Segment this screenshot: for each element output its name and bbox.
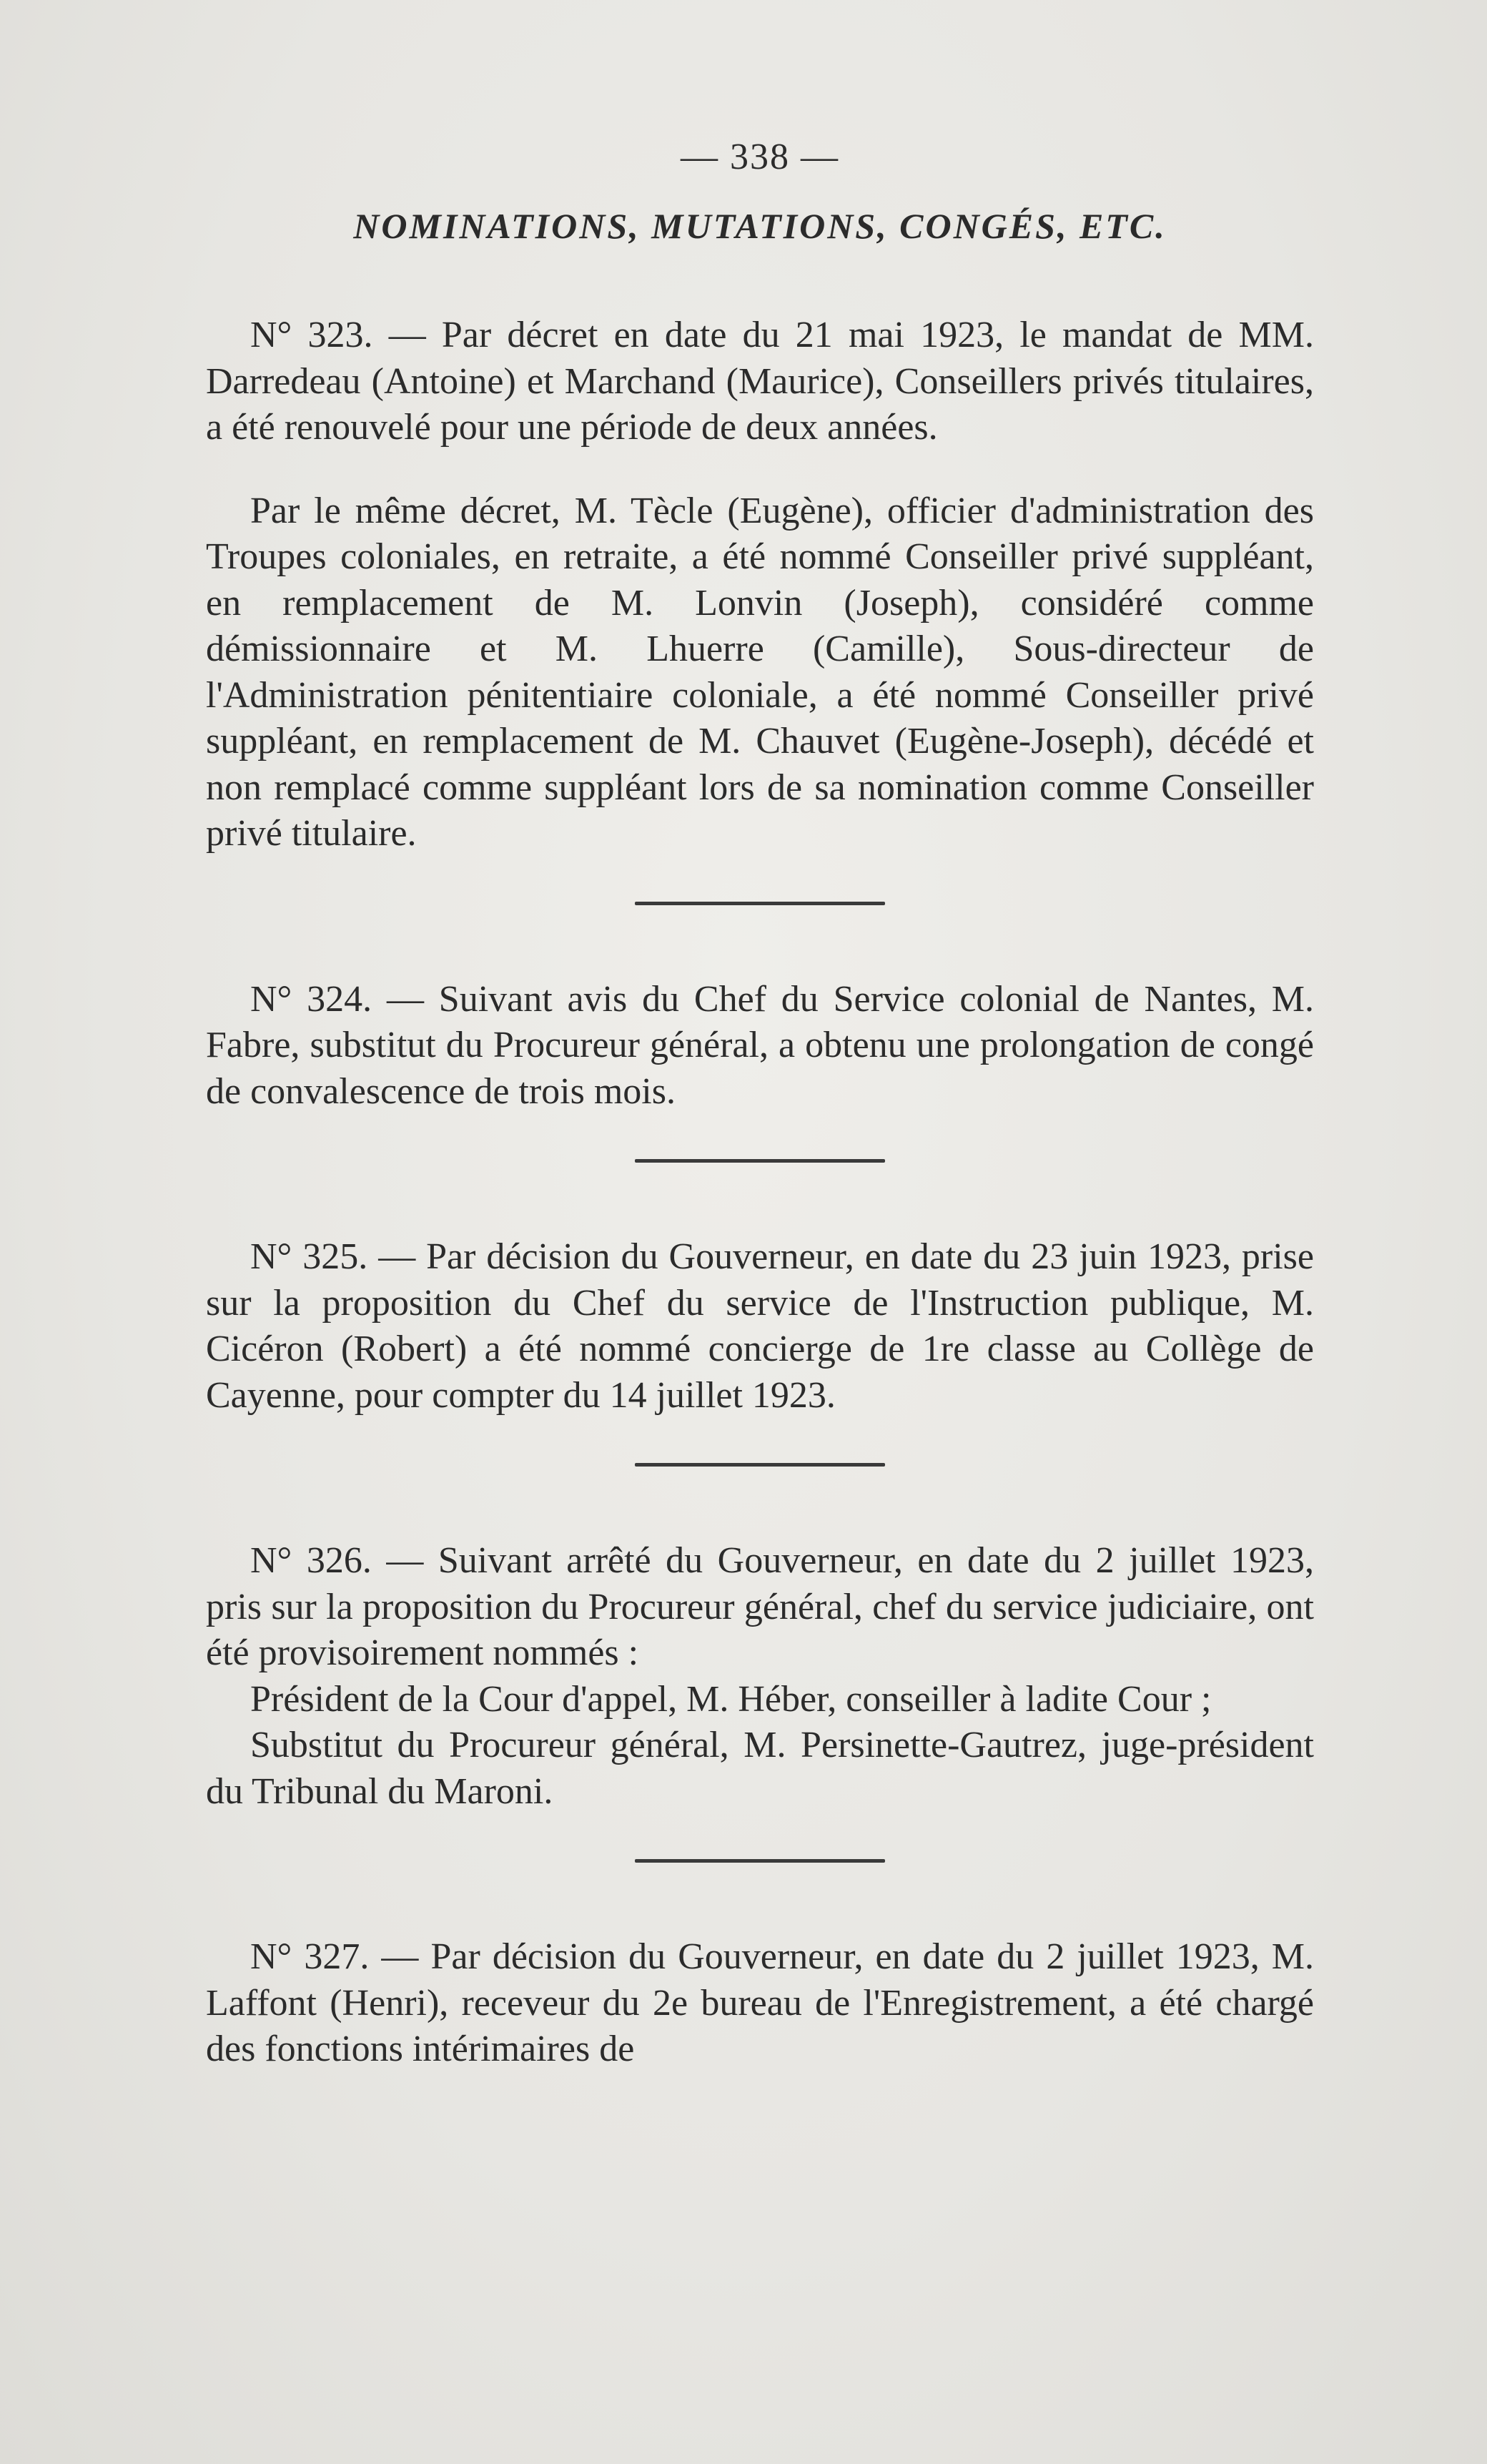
page-number: — 338 — xyxy=(681,137,839,177)
text-column xyxy=(206,136,1314,2073)
entry-paragraph: N° 323. — Par décret en date du 21 mai 1923, le mandat de MM. Darredeau (Antoine) et Marchand (Maurice), Conseillers privés titulaires, a été renouvelé pour une période de deux années. xyxy=(206,315,1314,448)
separator-rule xyxy=(635,1859,885,1863)
entry-paragraph: Président de la Cour d'appel, M. Héber, conseiller à ladite Cour ; xyxy=(250,1678,1212,1720)
entry-327 xyxy=(206,1934,1314,2073)
section-heading: NOMINATIONS, MUTATIONS, CONGÉS, ETC. xyxy=(353,206,1167,246)
entry-324 xyxy=(206,977,1314,1115)
separator-rule xyxy=(635,902,885,905)
entry-325 xyxy=(206,1234,1314,1419)
entry-paragraph: Par le même décret, M. Tècle (Eugène), officier d'administration des Troupes coloniales, en retraite, a été nommé Conseiller privé suppléant, en remplacement de M. Lonvin (Joseph), considéré comme démissionnaire et M. Lhuerre (Camille), Sous-directeur de l'Administration pénitentiaire coloniale, a été nommé Conseiller privé suppléant, en remplacement de M. Chauvet (Eugène-Joseph), décédé et non remplacé comme suppléant lors de sa nomination comme Conseiller privé titulaire. xyxy=(206,490,1314,854)
entry-paragraph: N° 324. — Suivant avis du Chef du Service colonial de Nantes, M. Fabre, substitut du Procureur général, a obtenu une prolongation de congé de convalescence de trois mois. xyxy=(206,978,1314,1112)
entry-323 xyxy=(206,312,1314,857)
entry-paragraph: N° 326. — Suivant arrêté du Gouverneur, en date du 2 juillet 1923, pris sur la proposition du Procureur général, chef du service judiciaire, ont été provisoirement nommés : xyxy=(206,1540,1314,1673)
separator-rule xyxy=(635,1159,885,1163)
separator-rule xyxy=(635,1463,885,1467)
entry-paragraph: N° 325. — Par décision du Gouverneur, en date du 23 juin 1923, prise sur la proposition du Chef du service de l'Instruction publique, M. Cicéron (Robert) a été nommé concierge de 1re classe au Collège de Cayenne, pour compter du 14 juillet 1923. xyxy=(206,1236,1314,1416)
entry-326 xyxy=(206,1538,1314,1815)
entry-paragraph: N° 327. — Par décision du Gouverneur, en date du 2 juillet 1923, M. Laffont (Henri), receveur du 2e bureau de l'Enregistrement, a été chargé des fonctions intérimaires de xyxy=(206,1936,1314,2069)
entry-paragraph: Substitut du Procureur général, M. Persinette-Gautrez, juge-président du Tribunal du Maroni. xyxy=(206,1725,1314,1812)
